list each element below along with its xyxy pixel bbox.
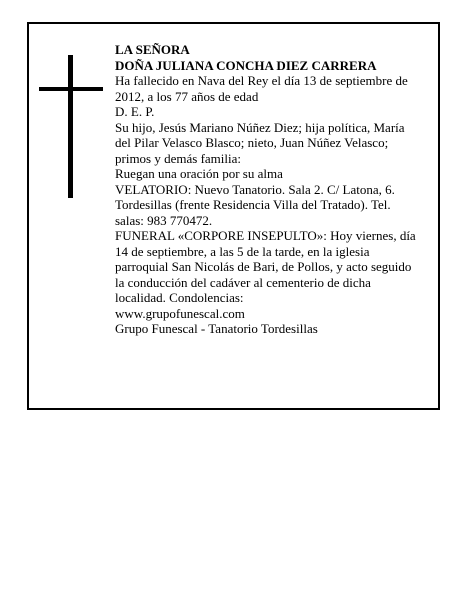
family-line: Su hijo, Jesús Mariano Núñez Diez; hija política, María del Pilar Velasco Blasco; nieto, Juan Núñez Velasco; primos y demás familia:: [115, 119, 405, 166]
funeral-company: Grupo Funescal - Tanatorio Tordesillas: [115, 321, 318, 336]
obituary-notice: [27, 22, 440, 410]
velatorio-info: VELATORIO: Nuevo Tanatorio. Sala 2. C/ Latona, 6. Tordesillas (frente Residencia Villa del Tratado). Tel. salas: 983 770472.: [115, 181, 395, 228]
funeral-info: FUNERAL «CORPORE INSEPULTO»: Hoy viernes, día 14 de septiembre, a las 5 de la tarde, en la iglesia parroquial San Nicolás de Bari, de Pollos, y acto seguido la conducción del cadáver al cementerio de dicha localidad. Condolencias:: [115, 228, 416, 305]
cross-horizontal-bar: [39, 87, 103, 91]
notice-title-line-1: LA SEÑORA: [115, 42, 190, 57]
prayer-line: Ruegan una oración por su alma: [115, 166, 283, 181]
dep-line: D. E. P.: [115, 104, 155, 119]
latin-cross-icon: [39, 55, 103, 198]
condolences-website: www.grupofunescal.com: [115, 305, 245, 321]
death-info: Ha fallecido en Nava del Rey el día 13 de septiembre de 2012, a los 77 años de edad: [115, 73, 408, 104]
cross-vertical-bar: [68, 55, 73, 198]
deceased-name: DOÑA JULIANA CONCHA DIEZ CARRERA: [115, 57, 377, 73]
notice-text: [115, 42, 421, 337]
